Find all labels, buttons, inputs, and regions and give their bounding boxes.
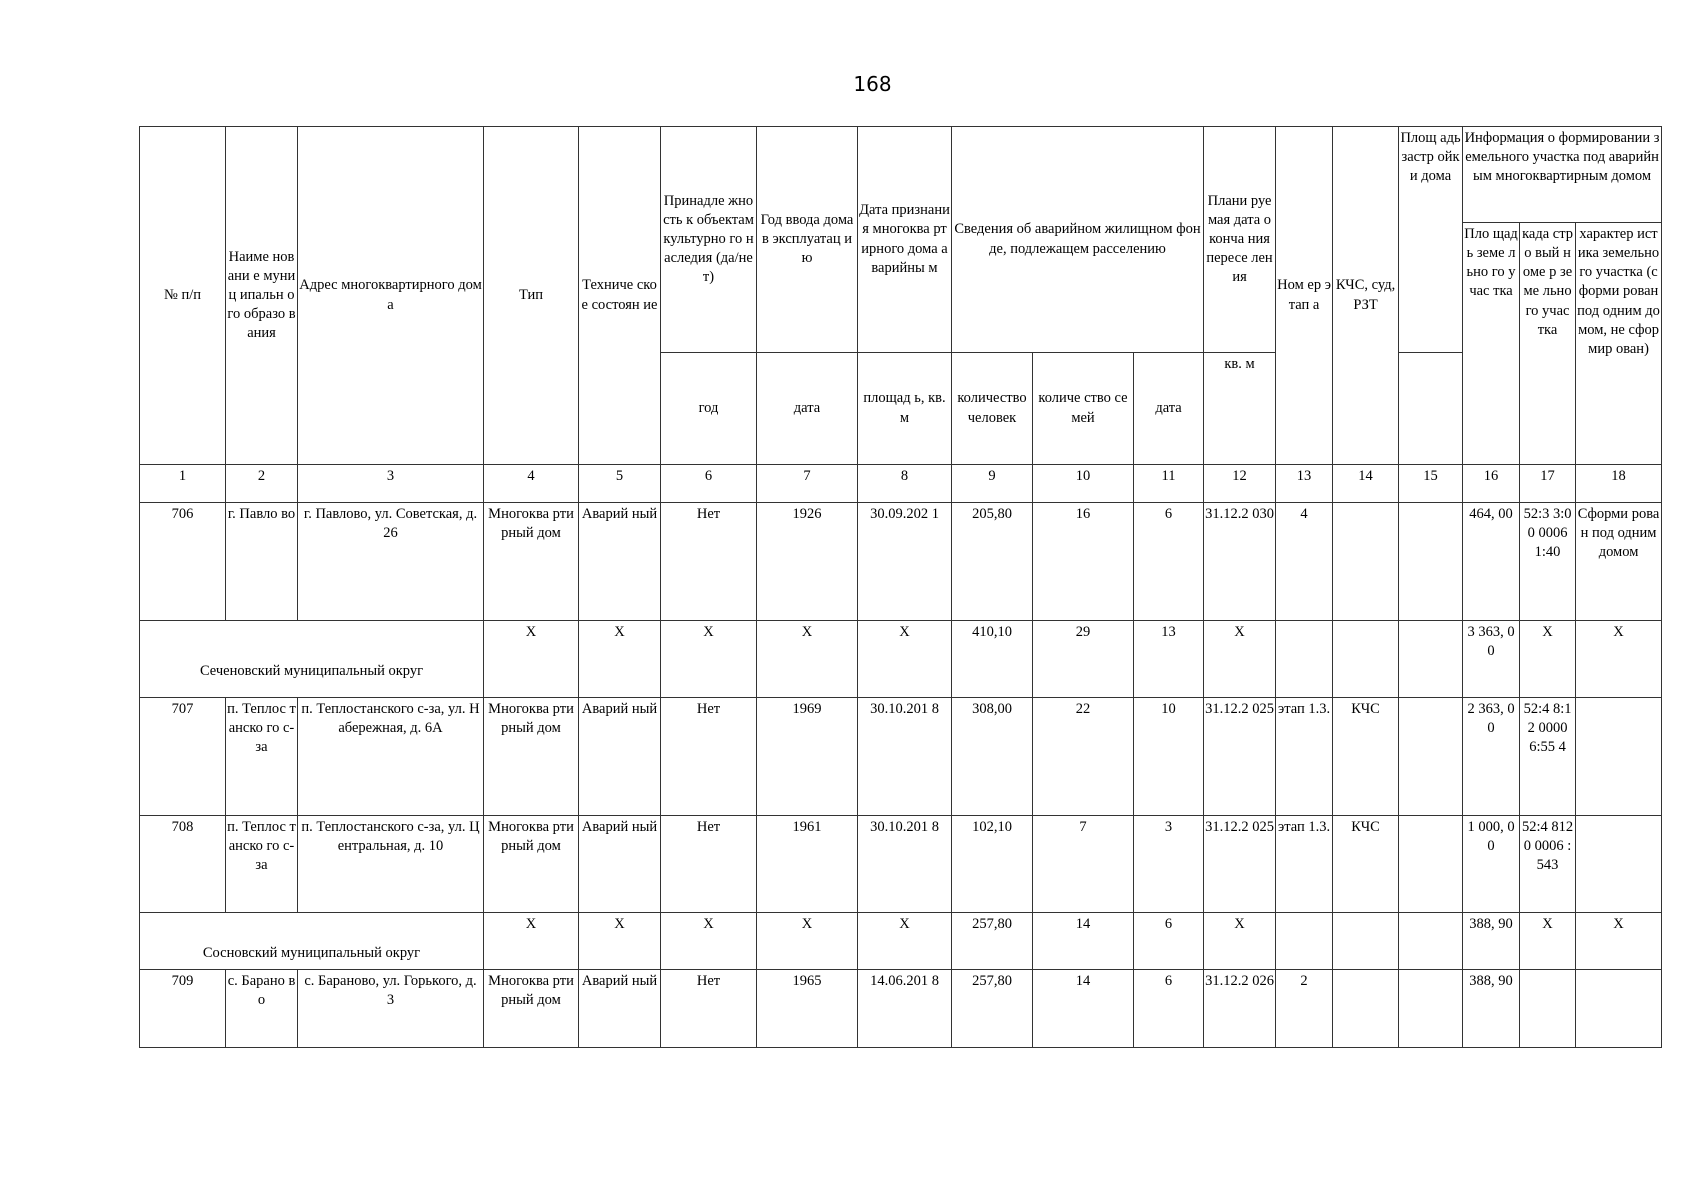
table-cell: 707 xyxy=(140,698,226,816)
group-total-cell: 14 xyxy=(1033,913,1134,970)
table-cell: п. Теплостанского с-за, ул. Набережная, д. 6А xyxy=(298,698,484,816)
table-cell: Многоква ртирный дом xyxy=(484,816,579,913)
table-cell xyxy=(1399,503,1463,621)
table-cell: Нет xyxy=(661,970,757,1048)
column-number: 8 xyxy=(858,465,952,503)
column-number: 18 xyxy=(1576,465,1662,503)
group-total-cell: X xyxy=(1576,621,1662,698)
table-cell: 31.12.2 030 xyxy=(1204,503,1276,621)
group-total-cell: 388, 90 xyxy=(1463,913,1520,970)
group-total-cell: X xyxy=(858,621,952,698)
group-total-cell: 257,80 xyxy=(952,913,1033,970)
group-total-cell: 13 xyxy=(1134,621,1204,698)
table-cell xyxy=(1399,970,1463,1048)
table-cell: 30.10.201 8 xyxy=(858,698,952,816)
table-cell xyxy=(1333,503,1399,621)
column-number: 15 xyxy=(1399,465,1463,503)
group-total-cell: 3 363, 00 xyxy=(1463,621,1520,698)
table-cell: г. Павлово, ул. Советская, д. 26 xyxy=(298,503,484,621)
table-cell xyxy=(1576,970,1662,1048)
group-total-cell: X xyxy=(1204,621,1276,698)
table-cell: 30.10.201 8 xyxy=(858,816,952,913)
group-total-cell xyxy=(1333,913,1399,970)
table-row xyxy=(140,503,1662,621)
table-cell: 1969 xyxy=(757,698,858,816)
municipality-group-row xyxy=(140,913,1662,970)
group-total-cell xyxy=(1333,621,1399,698)
table-cell: 10 xyxy=(1134,698,1204,816)
table-cell: 30.09.202 1 xyxy=(858,503,952,621)
table-cell: Нет xyxy=(661,503,757,621)
table-cell: г. Павло во xyxy=(226,503,298,621)
table-cell: 388, 90 xyxy=(1463,970,1520,1048)
table-cell: 31.12.2 025 xyxy=(1204,816,1276,913)
table-cell: 6 xyxy=(1134,970,1204,1048)
table-row xyxy=(140,970,1662,1048)
header-year-unit: год xyxy=(661,353,757,465)
table-cell: Аварий ный xyxy=(579,816,661,913)
table-cell: 31.12.2 025 xyxy=(1204,698,1276,816)
table-cell xyxy=(1576,698,1662,816)
table-cell: 52:3 3:00 0006 1:40 xyxy=(1520,503,1576,621)
column-number: 16 xyxy=(1463,465,1520,503)
column-number: 1 xyxy=(140,465,226,503)
group-total-cell: X xyxy=(484,621,579,698)
group-total-cell: X xyxy=(661,913,757,970)
table-cell: 52:4 8:12 0000 6:55 4 xyxy=(1520,698,1576,816)
table-cell: Нет xyxy=(661,698,757,816)
group-total-cell: X xyxy=(1520,621,1576,698)
group-total-cell: X xyxy=(484,913,579,970)
group-total-cell xyxy=(1276,621,1333,698)
group-total-cell: X xyxy=(1204,913,1276,970)
table-cell: КЧС xyxy=(1333,816,1399,913)
table-cell: 16 xyxy=(1033,503,1134,621)
table-cell: 22 xyxy=(1033,698,1134,816)
group-total-cell: X xyxy=(1520,913,1576,970)
column-number: 9 xyxy=(952,465,1033,503)
header-cultural-heritage: Принадле жность к объектам культурно го наследия (да/нет) xyxy=(661,127,757,353)
group-total-cell: 29 xyxy=(1033,621,1134,698)
group-total-cell xyxy=(1276,913,1333,970)
group-total-cell: X xyxy=(579,913,661,970)
table-cell: 3 xyxy=(1134,816,1204,913)
column-number: 10 xyxy=(1033,465,1134,503)
column-number: 3 xyxy=(298,465,484,503)
header-row-number: № п/п xyxy=(140,127,226,465)
header-land-area: Пло щадь земе льно го учас тка xyxy=(1463,223,1520,465)
header-recognition-date: Дата признани я многоква ртирного дома аварийны м xyxy=(858,127,952,353)
column-number: 2 xyxy=(226,465,298,503)
table-cell: КЧС xyxy=(1333,698,1399,816)
header-date-unit-resettlement: дата xyxy=(1134,353,1204,465)
table-cell: 2 363, 00 xyxy=(1463,698,1520,816)
header-address: Адрес многоквартирного дома xyxy=(298,127,484,465)
table-cell: с. Барано во xyxy=(226,970,298,1048)
table-cell: п. Теплос танско го с-за xyxy=(226,816,298,913)
header-area-unit: площад ь, кв.м xyxy=(858,353,952,465)
group-total-cell: X xyxy=(757,913,858,970)
group-total-cell xyxy=(1399,913,1463,970)
column-number: 4 xyxy=(484,465,579,503)
header-type: Тип xyxy=(484,127,579,465)
header-stage-number: Ном ер этап а xyxy=(1276,127,1333,465)
table-cell xyxy=(1520,970,1576,1048)
table-cell: 102,10 xyxy=(952,816,1033,913)
header-building-area: Площ адь застр ойки дома xyxy=(1399,127,1463,353)
table-cell: этап 1.3. xyxy=(1276,816,1333,913)
table-cell: 31.12.2 026 xyxy=(1204,970,1276,1048)
municipality-group-name: Сеченовский муниципальный округ xyxy=(140,621,484,698)
column-numbers-row xyxy=(140,465,1662,503)
table-cell: Многоква ртирный дом xyxy=(484,970,579,1048)
header-persons-count: количество человек xyxy=(952,353,1033,465)
table-cell: Аварий ный xyxy=(579,698,661,816)
header-kchs: КЧС, суд, РЗТ xyxy=(1333,127,1399,465)
column-number: 17 xyxy=(1520,465,1576,503)
table-cell: 708 xyxy=(140,816,226,913)
table-cell: 709 xyxy=(140,970,226,1048)
group-total-cell: X xyxy=(757,621,858,698)
table-cell: этап 1.3. xyxy=(1276,698,1333,816)
emergency-housing-table xyxy=(139,126,1662,1048)
group-total-cell: X xyxy=(661,621,757,698)
header-municipality: Наиме новани е муниц ипальн ого образо вания xyxy=(226,127,298,465)
column-number: 6 xyxy=(661,465,757,503)
table-cell: Аварий ный xyxy=(579,970,661,1048)
header-date-unit: дата xyxy=(757,353,858,465)
column-number: 13 xyxy=(1276,465,1333,503)
column-number: 14 xyxy=(1333,465,1399,503)
table-cell: Нет xyxy=(661,816,757,913)
group-total-cell: X xyxy=(1576,913,1662,970)
table-row xyxy=(140,816,1662,913)
table-cell: 14.06.201 8 xyxy=(858,970,952,1048)
header-resettlement-date: Плани руемая дата оконча ния пересе ления xyxy=(1204,127,1276,353)
table-cell: 1961 xyxy=(757,816,858,913)
header-cadastral-number: када стро вый номе р земе льно го учас тка xyxy=(1520,223,1576,465)
page-number: 168 xyxy=(853,72,892,96)
table-cell: п. Теплостанского с-за, ул. Центральная, д. 10 xyxy=(298,816,484,913)
table-cell: 7 xyxy=(1033,816,1134,913)
group-total-cell: X xyxy=(579,621,661,698)
table-cell: Многоква ртирный дом xyxy=(484,698,579,816)
column-number: 7 xyxy=(757,465,858,503)
table-cell: 4 xyxy=(1276,503,1333,621)
table-cell: 1965 xyxy=(757,970,858,1048)
table-cell: 52:4 8120 0006 :543 xyxy=(1520,816,1576,913)
table-cell xyxy=(1576,816,1662,913)
column-number: 11 xyxy=(1134,465,1204,503)
table-cell: 706 xyxy=(140,503,226,621)
group-total-cell xyxy=(1399,621,1463,698)
header-sqm-unit: кв. м xyxy=(1204,353,1276,465)
table-cell: 2 xyxy=(1276,970,1333,1048)
header-families-count: количе ство семей xyxy=(1033,353,1134,465)
group-total-cell: 6 xyxy=(1134,913,1204,970)
table-cell: Сформи рован под одним домом xyxy=(1576,503,1662,621)
table-cell: 464, 00 xyxy=(1463,503,1520,621)
header-commissioning-year: Год ввода дома в эксплуатац ию xyxy=(757,127,858,353)
table-cell: 308,00 xyxy=(952,698,1033,816)
header-land-plot-info: Информация о формировании земельного участка под аварийным многоквартирным домом xyxy=(1463,127,1662,223)
table-cell: п. Теплос танско го с-за xyxy=(226,698,298,816)
table-cell: 14 xyxy=(1033,970,1134,1048)
column-number: 12 xyxy=(1204,465,1276,503)
table-cell xyxy=(1399,698,1463,816)
header-housing-info: Сведения об аварийном жилищном фонде, подлежащем расселению xyxy=(952,127,1204,353)
table-cell: 1 000, 00 xyxy=(1463,816,1520,913)
header-land-characteristic: характер истика земельно го участка (сформи рован под одним домом, не сформир ован) xyxy=(1576,223,1662,465)
table-cell: Аварий ный xyxy=(579,503,661,621)
table-cell xyxy=(1333,970,1399,1048)
table-cell xyxy=(1399,816,1463,913)
municipality-group-name: Сосновский муниципальный округ xyxy=(140,913,484,970)
table-cell: 6 xyxy=(1134,503,1204,621)
table-cell: с. Бараново, ул. Горького, д. 3 xyxy=(298,970,484,1048)
header-technical-state: Техниче ское состоян ие xyxy=(579,127,661,465)
table-row xyxy=(140,698,1662,816)
table-cell: 205,80 xyxy=(952,503,1033,621)
table-cell: 257,80 xyxy=(952,970,1033,1048)
table-cell: Многоква ртирный дом xyxy=(484,503,579,621)
municipality-group-row xyxy=(140,621,1662,698)
column-number: 5 xyxy=(579,465,661,503)
group-total-cell: X xyxy=(858,913,952,970)
table-cell: 1926 xyxy=(757,503,858,621)
group-total-cell: 410,10 xyxy=(952,621,1033,698)
